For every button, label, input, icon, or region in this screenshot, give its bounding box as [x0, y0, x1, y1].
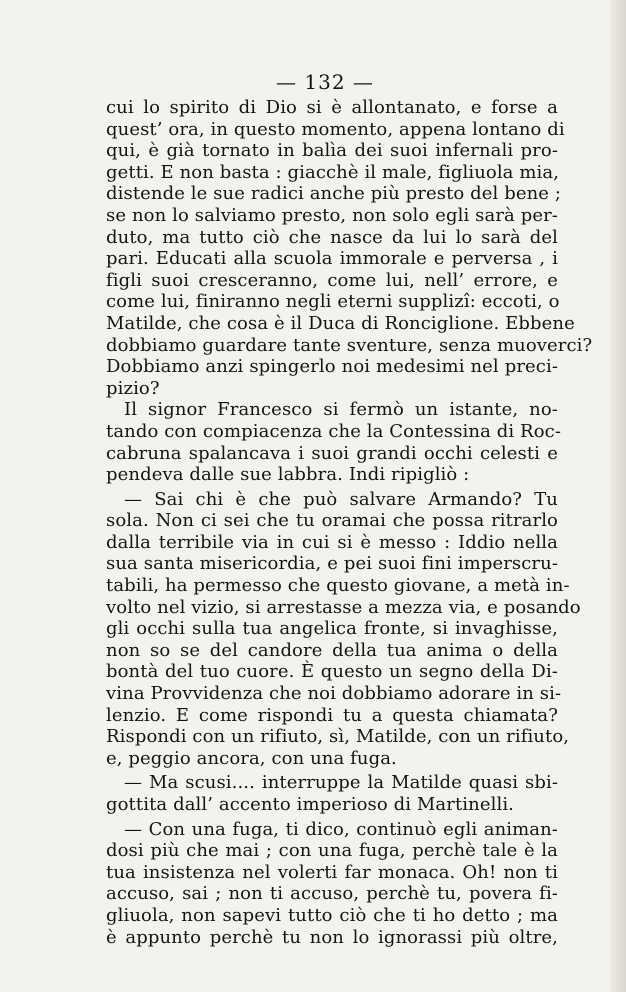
text-line: Rispondi con un rifiuto, sì, Matilde, con un rifiuto, — [106, 726, 570, 748]
text-line: bontà del tuo cuore. È questo un segno della Di- — [106, 661, 558, 683]
text-line: lenzio. E come rispondi tu a questa chiamata? — [106, 704, 558, 726]
text-line: accuso, sai ; non ti accuso, perchè tu, povera fi- — [106, 883, 558, 905]
text-line: tabili, ha permesso che questo giovane, a metà in- — [106, 575, 570, 597]
text-line: volto nel vizio, si arrestasse a mezza via, e posando — [106, 596, 581, 618]
body-text — [106, 97, 593, 948]
text-line: tua insistenza nel volerti far monaca. Oh! non ti — [106, 861, 558, 883]
text-line: pari. Educati alla scuola immorale e perversa , i — [106, 248, 558, 270]
page-number: — 132 — — [276, 70, 374, 94]
text-line: duto, ma tutto ciò che nasce da lui lo sarà del — [106, 226, 558, 248]
text-line: pizio? — [106, 377, 160, 399]
text-line: — Ma scusi.... interruppe la Matilde quasi sbi- — [124, 772, 558, 794]
text-line: getti. E non basta : giacchè il male, figliuola mia, — [106, 161, 560, 183]
text-line: sua santa misericordia, e pei suoi fini imperscru- — [106, 553, 558, 575]
text-line: vina Provvidenza che noi dobbiamo adorare in si- — [106, 683, 562, 705]
text-line: — Sai chi è che può salvare Armando? Tu — [124, 488, 558, 510]
text-line: cui lo spirito di Dio si è allontanato, e forse a — [106, 97, 558, 118]
text-line: Dobbiamo anzi spingerlo noi medesimi nel preci- — [106, 356, 558, 378]
text-line: dalla terribile via in cui si è messo : Iddio nella — [106, 531, 558, 553]
text-line: tando con compiacenza che la Contessina di Roc- — [106, 420, 562, 442]
text-line: pendeva dalle sue labbra. Indi ripigliò : — [106, 464, 470, 486]
text-line: dobbiamo guardare tante sventure, senza muoverci? — [106, 334, 593, 356]
text-line: non so se del candore della tua anima o della — [106, 639, 558, 661]
text-line: come lui, finiranno negli eterni supplizî: eccoti, o — [106, 291, 560, 313]
text-line: distende le sue radici anche più presto del bene ; — [106, 183, 562, 205]
text-line: gli occhi sulla tua angelica fronte, si invaghisse, — [106, 618, 558, 640]
text-line: sola. Non ci sei che tu oramai che possa ritrarlo — [106, 510, 558, 532]
text-line: gottita dall’ accento imperioso di Martinelli. — [106, 794, 514, 815]
text-line: quest’ ora, in questo momento, appena lontano di — [106, 118, 565, 140]
text-line: cabruna spalancava i suoi grandi occhi celesti e — [106, 442, 558, 464]
text-line: Matilde, che cosa è il Duca di Ronciglione. Ebbene — [106, 312, 575, 334]
text-line: — Con una fuga, ti dico, continuò egli animan- — [124, 818, 558, 840]
text-line: Il signor Francesco si fermò un istante, no- — [124, 399, 558, 421]
page-edge-shadow — [610, 0, 626, 992]
text-line: dosi più che mai ; con una fuga, perchè tale è la — [106, 840, 558, 862]
text-line: è appunto perchè tu non lo ignorassi più oltre, — [106, 926, 558, 948]
text-line: gliuola, non sapevi tutto ciò che ti ho detto ; ma — [106, 904, 558, 926]
text-line: e, peggio ancora, con una fuga. — [106, 747, 397, 769]
text-line: figli suoi cresceranno, come lui, nell’ errore, e — [106, 269, 558, 291]
text-line: qui, è già tornato in balìa dei suoi infernali pro- — [106, 140, 558, 162]
text-line: se non lo salviamo presto, non solo egli sarà per- — [106, 204, 558, 226]
